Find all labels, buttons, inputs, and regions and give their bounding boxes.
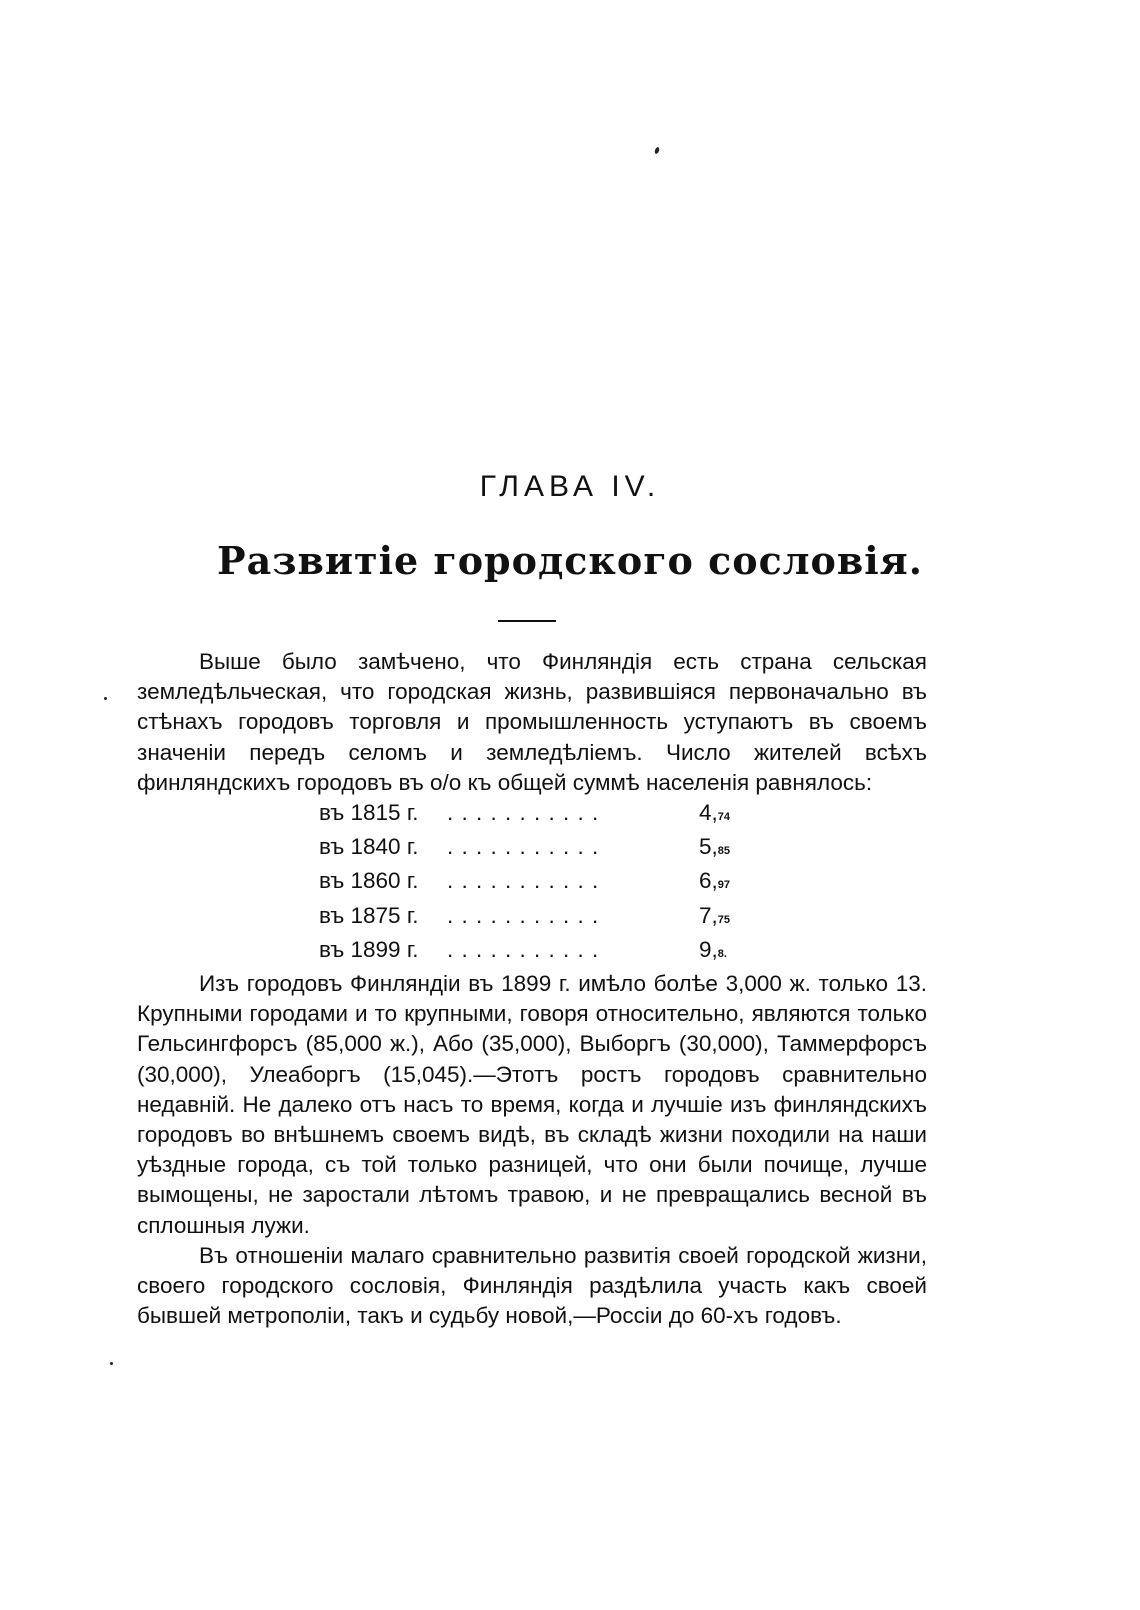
table-leader-dots: . . . . . . . . . . . [447,936,600,962]
title-divider [498,620,556,622]
value-int: 5, [699,834,718,860]
body-text [137,647,927,1331]
ink-speck [654,147,660,155]
paragraph-cities: Изъ городовъ Финляндіи въ 1899 г. имѣло болѣе 3,000 ж. только 13. Крупными городами и то крупными, говоря относительно, являются только Гельсингфорсъ (85,000 ж.), Або (35,000), Выборгъ (30,000), Таммерфорсъ (30,000), Улеаборгъ (15,045).—Этотъ ростъ городовъ сравнительно недавній. Не далеко отъ насъ то время, когда и лучшіе изъ финляндскихъ городовъ во внѣшнемъ своемъ видѣ, въ складѣ жизни походили на наши уѣздные города, съ той только разницей, что они были почище, лучше вымощены, не заростали лѣтомъ травою, и не превращались весной въ сплошныя лужи. [137,971,927,1238]
value-frac: 75 [717,913,731,926]
table-year: въ 1815 г. [319,800,419,826]
value-int: 6, [699,868,718,894]
table-value [699,832,730,866]
ink-speck [104,697,107,700]
chapter-title: Развитіе городского сословія. [217,538,923,583]
table-row [319,935,730,969]
table-leader-dots: . . . . . . . . . . . [447,834,600,860]
value-frac: 74 [717,811,731,824]
paragraph-conclusion: Въ отношеніи малаго сравнительно развитія своей городской жизни, своего городского сословія, Финляндія раздѣлила участь какъ своей бывшей метрополіи, такъ и судьбу новой,—Россіи до 60-хъ годовъ. [137,1242,927,1329]
value-int: 9, [699,936,718,962]
chapter-label: ГЛАВА IV. [479,470,661,503]
value-frac: 97 [717,879,731,892]
table-year: въ 1899 г. [319,936,419,962]
population-table [319,798,730,969]
table-value [699,866,730,900]
table-row [319,901,730,935]
table-row [319,832,730,866]
table-year: въ 1840 г. [319,834,419,860]
value-int: 4, [699,800,718,826]
table-row [319,798,730,832]
table-value [699,798,730,832]
table-leader-dots: . . . . . . . . . . . [447,902,600,928]
table-year: въ 1875 г. [319,902,419,928]
table-row [319,866,730,900]
paragraph-intro: Выше было замѣчено, что Финляндія есть страна сельская земледѣльческая, что городская жизнь, развившіяся первоначально въ стѣнахъ городовъ торговля и промышленность уступаютъ въ своемъ значеніи передъ селомъ и земледѣліемъ. Число жителей всѣхъ финляндскихъ городовъ въ о/о къ общей суммѣ населенія равнялось: [137,649,927,795]
value-frac: 85 [717,845,731,858]
table-leader-dots: . . . . . . . . . . . [447,800,600,826]
table-leader-dots: . . . . . . . . . . . [447,868,600,894]
ink-speck [110,1362,113,1365]
table-value [699,901,730,935]
table-year: въ 1860 г. [319,868,419,894]
value-int: 7, [699,902,718,928]
table-value [699,935,730,969]
value-frac: 8. [717,947,727,960]
